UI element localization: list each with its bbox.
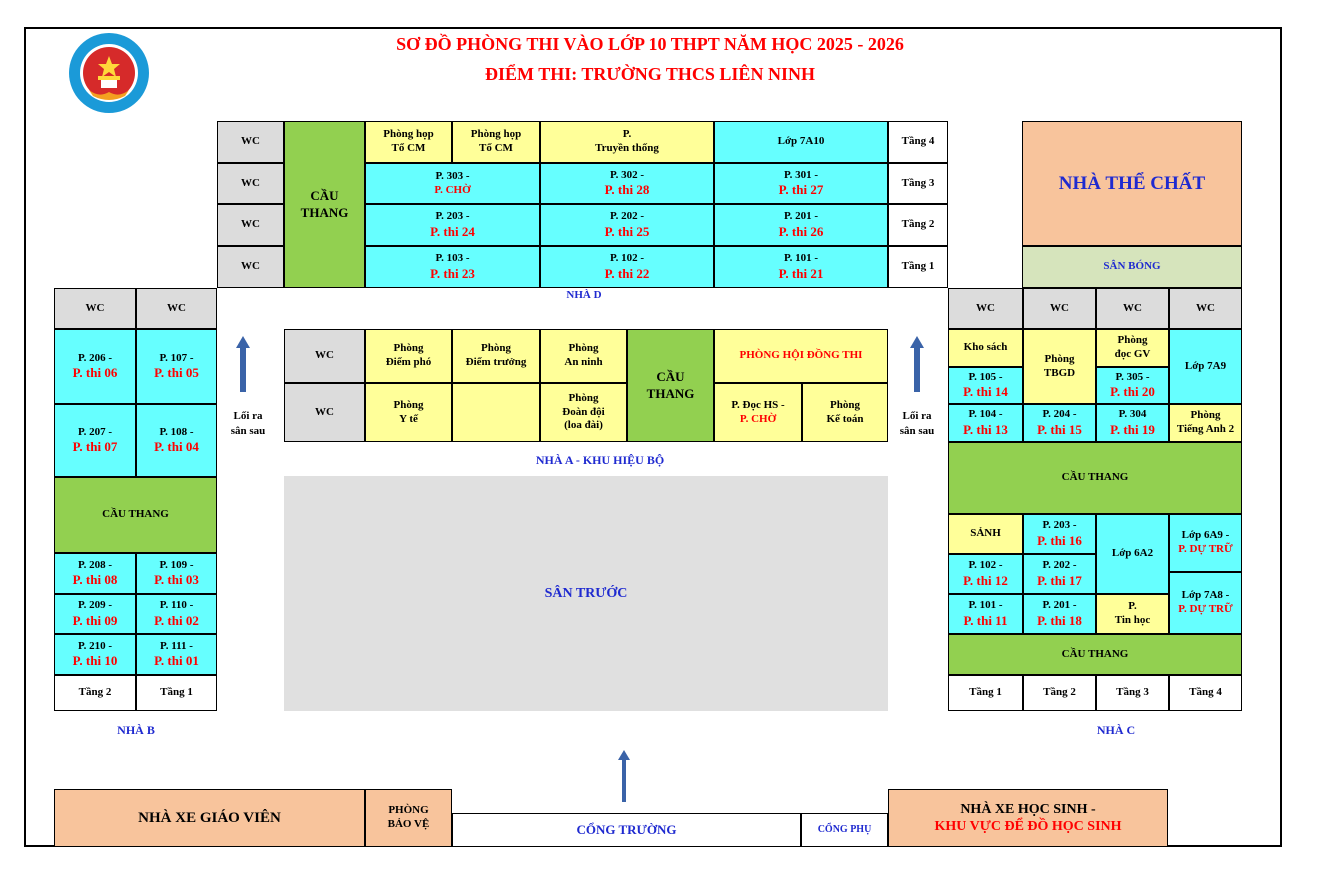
nha-d-p301: P. 301 - P. thi 27 — [714, 163, 888, 204]
nha-d-wc-1: WC — [217, 246, 284, 288]
nha-c-kho-sach: Kho sách — [948, 329, 1023, 367]
nha-d-wc-4: WC — [217, 121, 284, 163]
nha-c-p104: P. 104 - P. thi 13 — [948, 404, 1023, 442]
nha-b-p107: P. 107 - P. thi 05 — [136, 329, 217, 404]
nha-b-stair: CẦU THANG — [54, 477, 217, 553]
nha-c-stair-1: CẦU THANG — [948, 442, 1242, 514]
nha-d-label: NHÀ D — [566, 289, 602, 301]
exit-right-label: Lối ra sân sau — [899, 410, 935, 437]
nha-a-an-ninh: Phòng An ninh — [540, 329, 627, 383]
nha-c-p201: P. 201 - P. thi 18 — [1023, 594, 1096, 634]
phong-bao-ve: PHÒNG BẢO VỆ — [365, 789, 452, 847]
nha-c-p202: P. 202 - P. thi 17 — [1023, 554, 1096, 594]
exit-left-label: Lối ra sân sau — [230, 410, 266, 437]
nha-b-label: NHÀ B — [117, 723, 155, 737]
nha-d-p202: P. 202 - P. thi 25 — [540, 204, 714, 246]
nha-c-doc-gv: Phòng đọc GV — [1096, 329, 1169, 367]
nha-a-y-te: Phòng Y tế — [365, 383, 452, 442]
nha-c-tin-hoc: P. Tin học — [1096, 594, 1169, 634]
nha-c-p101: P. 101 - P. thi 11 — [948, 594, 1023, 634]
nha-c-lop-6a2: Lớp 6A2 — [1096, 514, 1169, 594]
nha-a-ke-toan: Phòng Kế toán — [802, 383, 888, 442]
nha-d-stair: CẦU THANG — [284, 121, 365, 288]
exit-arrow-left-icon — [235, 336, 251, 392]
nha-c-p105: P. 105 - P. thi 14 — [948, 367, 1023, 404]
nha-d-phong-hop-1: Phòng họp Tổ CM — [365, 121, 452, 163]
nha-d-p302: P. 302 - P. thi 28 — [540, 163, 714, 204]
nha-a-diem-truong: Phòng Điểm trưởng — [452, 329, 540, 383]
nha-b-p108: P. 108 - P. thi 04 — [136, 404, 217, 477]
nha-a-stair: CẦU THANG — [627, 329, 714, 442]
school-logo — [65, 32, 153, 119]
nha-d-p102: P. 102 - P. thi 22 — [540, 246, 714, 288]
nha-c-lop-7a8: Lớp 7A8 - P. DỰ TRỮ — [1169, 572, 1242, 634]
nha-d-floor-1: Tầng 1 — [888, 246, 948, 288]
exit-arrow-right-icon — [909, 336, 925, 392]
nha-c-floor-2: Tầng 2 — [1023, 675, 1096, 711]
nha-c-p305: P. 305 - P. thi 20 — [1096, 367, 1169, 404]
nha-b-p210: P. 210 - P. thi 10 — [54, 634, 136, 675]
nha-a-label: NHÀ A - KHU HIỆU BỘ — [535, 453, 665, 467]
nha-the-chat: NHÀ THỂ CHẤT — [1022, 121, 1242, 246]
nha-b-floor-1: Tầng 1 — [136, 675, 217, 711]
nha-c-p203: P. 203 - P. thi 16 — [1023, 514, 1096, 554]
nha-xe-giao-vien: NHÀ XE GIÁO VIÊN — [54, 789, 365, 847]
nha-c-floor-3: Tầng 3 — [1096, 675, 1169, 711]
san-truoc: SÂN TRƯỚC — [284, 476, 888, 711]
nha-b-wc-2: WC — [136, 288, 217, 329]
nha-c-stair-2: CẦU THANG — [948, 634, 1242, 675]
nha-b-p206: P. 206 - P. thi 06 — [54, 329, 136, 404]
gate-arrow-icon — [617, 750, 631, 802]
page-subtitle: ĐIỂM THI: TRƯỜNG THCS LIÊN NINH — [485, 64, 815, 84]
nha-d-floor-2: Tầng 2 — [888, 204, 948, 246]
nha-c-sanh: SẢNH — [948, 514, 1023, 554]
nha-d-truyen-thong: P. Truyền thống — [540, 121, 714, 163]
nha-d-wc-2: WC — [217, 204, 284, 246]
nha-d-p201: P. 201 - P. thi 26 — [714, 204, 888, 246]
nha-d-p101: P. 101 - P. thi 21 — [714, 246, 888, 288]
nha-d-wc-3: WC — [217, 163, 284, 204]
nha-a-doan-doi: Phòng Đoàn đội (loa đài) — [540, 383, 627, 442]
nha-c-wc-2: WC — [1023, 288, 1096, 329]
nha-a-empty-room — [452, 383, 540, 442]
nha-b-wc-1: WC — [54, 288, 136, 329]
cong-phu: CỔNG PHỤ — [801, 813, 888, 847]
nha-d-floor-3: Tầng 3 — [888, 163, 948, 204]
nha-c-lop-7a9: Lớp 7A9 — [1169, 329, 1242, 404]
nha-c-p204: P. 204 - P. thi 15 — [1023, 404, 1096, 442]
nha-c-floor-4: Tầng 4 — [1169, 675, 1242, 711]
page-title: SƠ ĐỒ PHÒNG THI VÀO LỚP 10 THPT NĂM HỌC 2025 - 2026 — [396, 34, 904, 54]
nha-d-p303: P. 303 - P. CHỜ — [365, 163, 540, 204]
nha-d-p103: P. 103 - P. thi 23 — [365, 246, 540, 288]
nha-b-p209: P. 209 - P. thi 09 — [54, 594, 136, 634]
nha-b-p110: P. 110 - P. thi 02 — [136, 594, 217, 634]
nha-d-phong-hop-2: Phòng họp Tổ CM — [452, 121, 540, 163]
cong-truong: CỔNG TRƯỜNG — [452, 813, 801, 847]
nha-d-lop-7a10: Lớp 7A10 — [714, 121, 888, 163]
nha-a-doc-hs: P. Đọc HS - P. CHỜ — [714, 383, 802, 442]
nha-xe-hoc-sinh: NHÀ XE HỌC SINH - KHU VỰC ĐỂ ĐỒ HỌC SINH — [888, 789, 1168, 847]
nha-a-hoi-dong: PHÒNG HỘI ĐỒNG THI — [714, 329, 888, 383]
nha-c-p304: P. 304 P. thi 19 — [1096, 404, 1169, 442]
nha-d-p203: P. 203 - P. thi 24 — [365, 204, 540, 246]
nha-c-lop-6a9: Lớp 6A9 - P. DỰ TRỮ — [1169, 514, 1242, 572]
nha-d-floor-4: Tầng 4 — [888, 121, 948, 163]
nha-a-diem-pho: Phòng Điểm phó — [365, 329, 452, 383]
nha-a-wc-2: WC — [284, 383, 365, 442]
nha-c-wc-3: WC — [1096, 288, 1169, 329]
nha-c-label: NHÀ C — [1096, 723, 1136, 737]
nha-b-p111: P. 111 - P. thi 01 — [136, 634, 217, 675]
nha-c-wc-1: WC — [948, 288, 1023, 329]
nha-a-wc-1: WC — [284, 329, 365, 383]
nha-c-floor-1: Tầng 1 — [948, 675, 1023, 711]
nha-c-tieng-anh: Phòng Tiếng Anh 2 — [1169, 404, 1242, 442]
nha-c-wc-4: WC — [1169, 288, 1242, 329]
nha-c-p102: P. 102 - P. thi 12 — [948, 554, 1023, 594]
san-bong: SÂN BÓNG — [1022, 246, 1242, 288]
nha-b-floor-2: Tầng 2 — [54, 675, 136, 711]
nha-b-p109: P. 109 - P. thi 03 — [136, 553, 217, 594]
nha-b-p208: P. 208 - P. thi 08 — [54, 553, 136, 594]
nha-c-tbgd: Phòng TBGD — [1023, 329, 1096, 404]
nha-b-p207: P. 207 - P. thi 07 — [54, 404, 136, 477]
